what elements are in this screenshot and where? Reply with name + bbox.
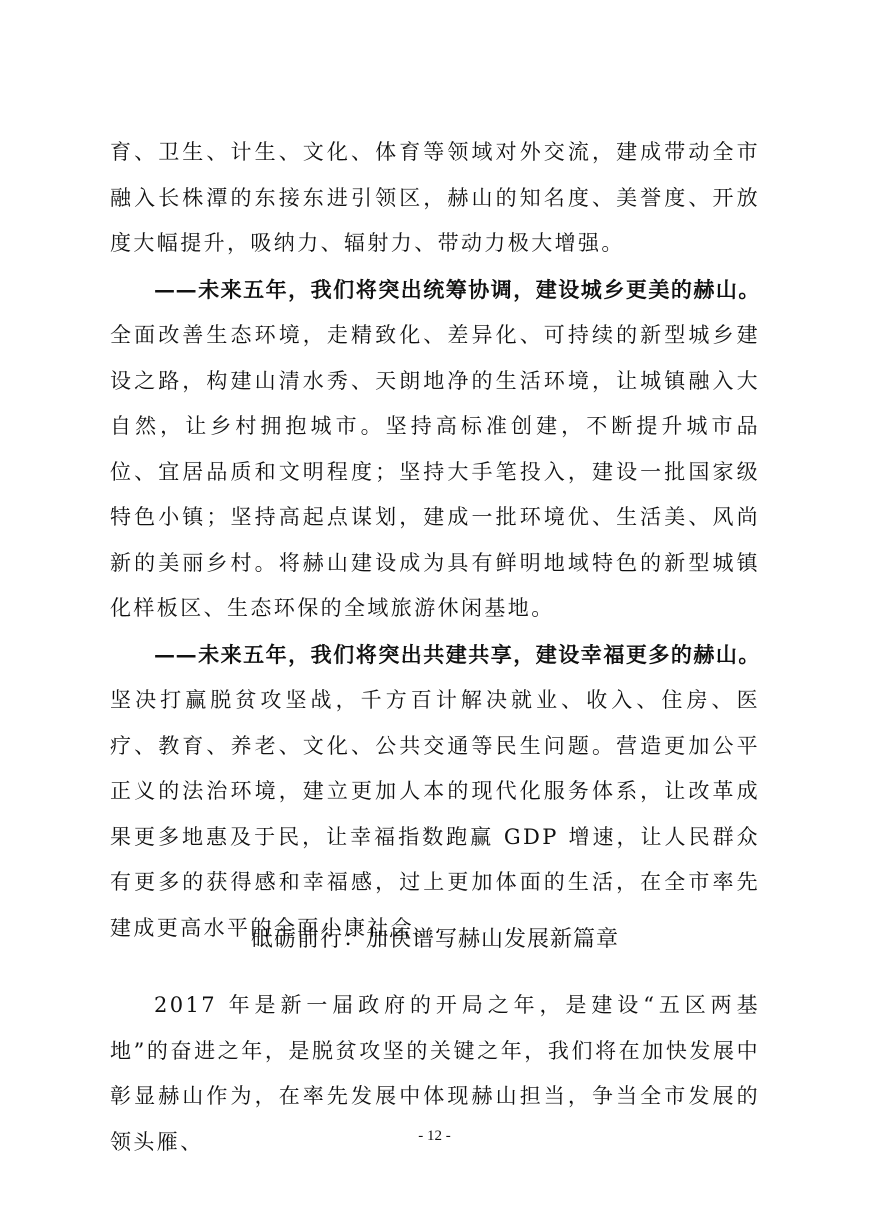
paragraph-harmony [110,267,760,632]
section-paragraph: 2017 年是新一届政府的开局之年，是建设“五区两基地”的奋进之年，是脱贫攻坚的关键之年，我们将在加快发展中彰显赫山作为，在率先发展中体现赫山担当，争当全市发展的领头雁、 [110,993,760,1154]
paragraph-sharing [110,632,760,952]
paragraph-sharing-body: 坚决打赢脱贫攻坚战，千方百计解决就业、收入、住房、医疗、教育、养老、文化、公共交通等民生问题。营造更加公平正义的法治环境，建立更加人本的现代化服务体系，让改革成果更多地惠及于民，让幸福指数跑赢 GDP 增速，让人民群众有更多的获得感和幸福感，过上更加体面的生活，在全市率先建成更高水平的全面小康社会。 [110,688,760,940]
paragraph-harmony-body: 全面改善生态环境，走精致化、差异化、可持续的新型城乡建设之路，构建山清水秀、天朗地净的生活环境，让城镇融入大自然，让乡村拥抱城市。坚持高标准创建，不断提升城市品位、宜居品质和文明程度；坚持大手笔投入，建设一批国家级特色小镇；坚持高起点谋划，建成一批环境优、生活美、风尚新的美丽乡村。将赫山建设成为具有鲜明地域特色的新型城镇化样板区、生态环保的全域旅游休闲基地。 [110,323,760,620]
body-text [110,130,760,951]
section-heading: 砥砺前行：加快谱写赫山发展新篇章 [250,927,619,952]
paragraph-sharing-lead: ——未来五年，我们将突出共建共享，建设幸福更多的赫山。 [154,641,760,667]
paragraph-harmony-lead: ——未来五年，我们将突出统筹协调，建设城乡更美的赫山。 [154,276,760,302]
paragraph-continuation: 育、卫生、计生、文化、体育等领域对外交流，建成带动全市融入长株潭的东接东进引领区，赫山的知名度、美誉度、开放度大幅提升，吸纳力、辐射力、带动力极大增强。 [110,140,760,255]
page-number: - 12 - [418,1128,451,1144]
